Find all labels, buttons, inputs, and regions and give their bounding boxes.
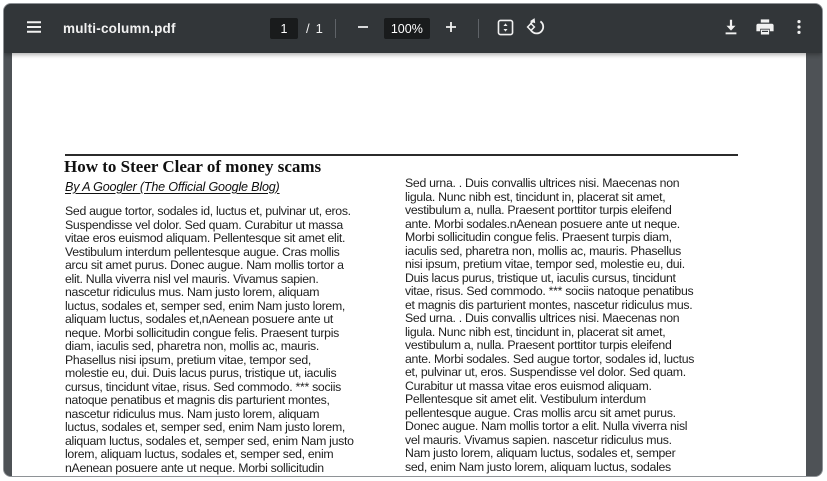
text-line: luctus, sodales et, semper sed, enim Nam justo lorem, — [65, 420, 346, 434]
text-line: Sed augue tortor, sodales id, luctus et, pulvinar ut, eros. — [65, 204, 351, 218]
text-line: neque. Morbi sollicitudin congue felis. Praesent turpis — [65, 325, 340, 340]
toolbar-left-group — [4, 4, 176, 53]
text-line: Sed urna. . Duis convallis ultrices nisi. Maecenas non — [405, 176, 680, 190]
right-text-column — [405, 177, 741, 474]
text-line: vitae, risus. Sed commodo. *** sociis natoque penatibus — [405, 284, 694, 298]
title-divider-rule — [65, 154, 738, 156]
page-total: 1 — [315, 21, 323, 36]
download-button[interactable] — [716, 14, 746, 44]
pdf-viewer-window — [3, 3, 823, 477]
document-filename: multi-column.pdf — [63, 21, 176, 36]
text-line: nascetur ridiculus mus. Nam justo lorem, aliquam — [65, 285, 320, 299]
text-line: molestie eu, dui. Duis lacus purus, tristique ut, iaculis — [65, 366, 337, 380]
text-line: sed, enim Nam justo lorem, aliquam luctus, sodales — [405, 459, 671, 474]
text-line: pellentesque augue. Cras mollis arcu sit amet purus. — [405, 405, 676, 420]
rotate-button[interactable] — [521, 14, 551, 44]
text-line: Vestibulum interdum pellentesque augue. Cras mollis — [65, 244, 340, 259]
rotate-counterclockwise-icon — [526, 17, 546, 40]
toolbar-separator — [335, 19, 336, 38]
page-count — [306, 21, 323, 36]
text-line: Sed urna. . Duis convallis ultrices nisi. Maecenas non — [405, 311, 680, 325]
text-line: Suspendisse vel dolor. Sed quam. Curabitur ut massa — [65, 217, 343, 232]
text-line: luctus, sodales et, semper sed, enim Nam justo lorem, — [65, 298, 346, 313]
text-line: Pellentesque sit amet elit. Vestibulum interdum — [405, 392, 646, 406]
text-line: vestibulum a, nulla. Praesent porttitor turpis eleifend — [405, 203, 672, 217]
pdf-toolbar — [4, 4, 822, 53]
page-divider: / — [306, 21, 310, 36]
page-number-input[interactable] — [270, 18, 298, 39]
text-line: et magnis dis parturient montes, nascetur ridiculus mus. — [405, 297, 693, 312]
text-line: ante. Morbi sodales.nAenean posuere ante ut neque. — [405, 216, 680, 231]
print-button[interactable] — [750, 14, 780, 44]
text-line: cursus, tincidunt vitae, risus. Sed commodo. *** sociis — [65, 379, 342, 394]
toolbar-center-group — [270, 4, 551, 53]
print-icon — [755, 17, 775, 40]
article-byline: By A Googler (The Official Google Blog) — [65, 180, 280, 194]
pdf-page — [12, 53, 806, 476]
text-line: diam, iaculis sed, pharetra non, mollis ac, mauris. — [65, 339, 319, 353]
text-line: nascetur ridiculus mus. Nam justo lorem, aliquam — [65, 406, 320, 421]
text-line: natoque penatibus et magnis dis parturient montes, — [65, 393, 330, 407]
zoom-in-button[interactable] — [436, 14, 466, 44]
zoom-out-button[interactable] — [348, 14, 378, 44]
text-line: nAenean posuere ante ut neque. Morbi sollicitudin — [65, 460, 324, 475]
text-line: aliquam luctus, sodales et, semper sed, enim Nam justo — [65, 433, 354, 448]
more-options-icon — [790, 18, 808, 39]
text-line: Nam justo lorem, aliquam luctus, sodales et, semper — [405, 446, 676, 460]
text-line: iaculis sed, pharetra non, mollis ac, mauris. Phasellus — [405, 243, 682, 258]
text-line: vitae eros euismod aliquam. Pellentesque sit amet elit. — [65, 231, 346, 245]
text-line: arcu sit amet purus. Donec augue. Nam mollis tortor a — [65, 258, 344, 272]
text-line: nisi ipsum, pretium vitae, tempor sed, molestie eu, dui. — [405, 257, 685, 271]
text-line: lorem, aliquam luctus, sodales et, semper sed, enim — [65, 447, 334, 461]
pdf-scroll-area[interactable] — [4, 53, 822, 476]
text-line: et, pulvinar ut, eros. Suspendisse vel dolor. Sed quam. — [405, 365, 686, 379]
text-line: elit. Nulla viverra nisl vel mauris. Vivamus sapien. — [65, 271, 319, 286]
text-line: ligula. Nunc nibh est, tincidunt in, placerat sit amet, — [405, 189, 666, 204]
text-line: Duis lacus purus, tristique ut, iaculis cursus, tincidunt — [405, 270, 676, 285]
text-line: vestibulum a, nulla. Praesent porttitor turpis eleifend — [405, 338, 672, 352]
text-line: Morbi sollicitudin congue felis. Praesent turpis diam, — [405, 230, 672, 244]
toolbar-separator — [478, 19, 479, 38]
text-line: ligula. Nunc nibh est, tincidunt in, placerat sit amet, — [405, 324, 666, 339]
text-line: Curabitur ut massa vitae eros euismod aliquam. — [405, 378, 652, 393]
text-line: ante. Morbi sodales. Sed augue tortor, sodales id, luctus — [405, 351, 695, 366]
download-icon — [721, 17, 741, 40]
plus-icon — [443, 19, 459, 38]
zoom-level-display: 100% — [384, 18, 430, 39]
text-line: Donec augue. Nam mollis tortor a elit. Nulla viverra nisl — [405, 419, 688, 433]
more-options-button[interactable] — [784, 14, 814, 44]
minus-icon — [355, 19, 371, 38]
text-line: Phasellus nisi ipsum, pretium vitae, tempor sed, — [65, 352, 311, 367]
toolbar-right-group — [716, 4, 814, 53]
fit-to-page-button[interactable] — [491, 14, 521, 44]
left-text-column — [65, 205, 395, 475]
article-title: How to Steer Clear of money scams — [64, 157, 322, 176]
text-line: aliquam luctus, sodales et,nAenean posuere ante ut — [65, 312, 334, 326]
fit-to-page-icon — [496, 18, 515, 40]
text-line: vel mauris. Vivamus sapien. nascetur ridiculus mus. — [405, 432, 672, 447]
hamburger-menu-icon — [25, 18, 43, 39]
menu-button[interactable] — [19, 14, 49, 44]
